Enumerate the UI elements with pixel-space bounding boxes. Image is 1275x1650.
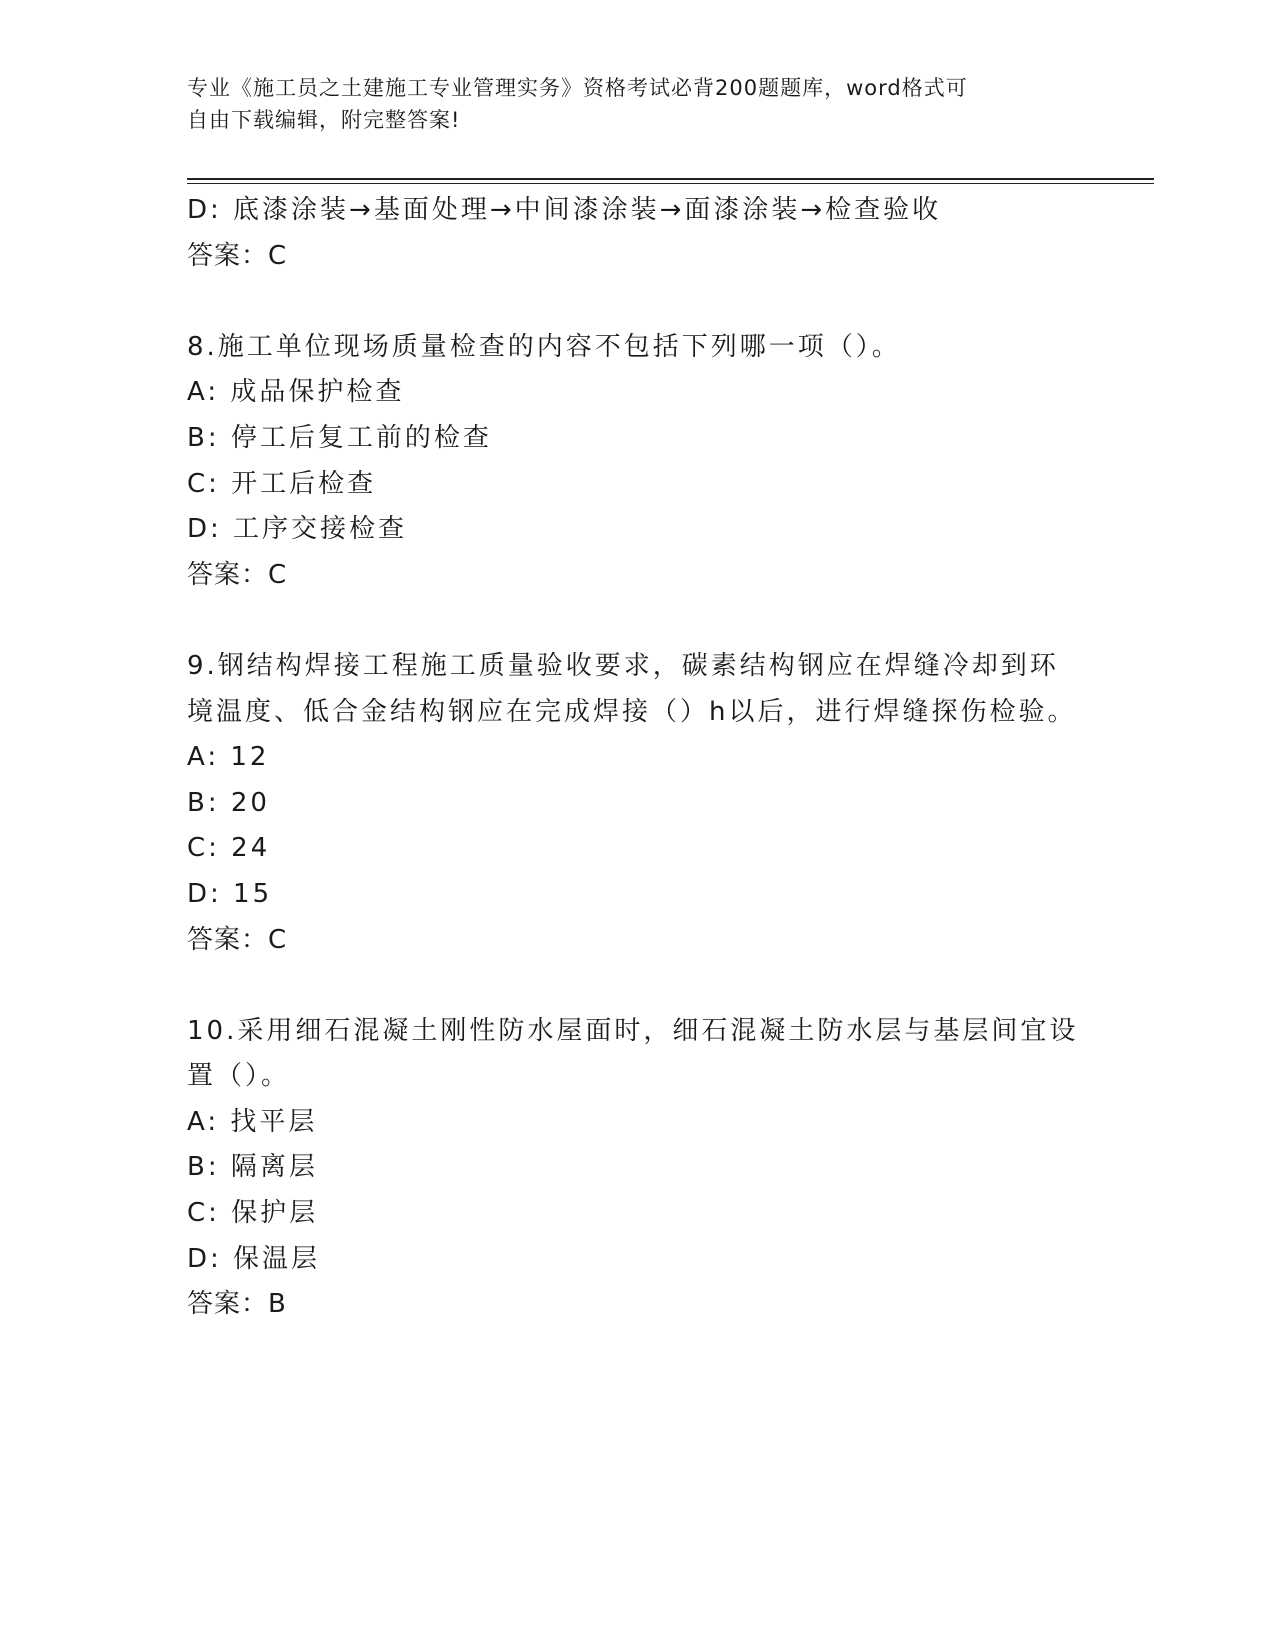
- answer: 答案：C: [187, 559, 288, 590]
- question-10: [187, 1009, 1087, 1328]
- option-d: D: 工序交接检查: [187, 514, 408, 545]
- answer: 答案：C: [187, 924, 288, 955]
- option-c: C: 开工后检查: [187, 468, 377, 499]
- header-line-1: 专业《施工员之土建施工专业管理实务》资格考试必背200题题库，word格式可: [187, 76, 968, 100]
- document-header: [187, 72, 1067, 136]
- option-a: A: 12: [187, 742, 270, 773]
- answer: 答案：B: [187, 1289, 287, 1320]
- spacer: [187, 963, 1087, 1009]
- option-b: B: 停工后复工前的检查: [187, 422, 492, 453]
- question-list: [187, 188, 1087, 1328]
- option-c: C: 24: [187, 833, 271, 864]
- option-b: B: 隔离层: [187, 1152, 318, 1183]
- carryover-block: [187, 188, 1087, 279]
- option-a: A: 成品保护检查: [187, 377, 405, 408]
- spacer: [187, 279, 1087, 325]
- question-title-line-2: 境温度、低合金结构钢应在完成焊接（）h以后，进行焊缝探伤检验。: [187, 696, 1077, 727]
- option-c: C: 保护层: [187, 1198, 319, 1229]
- option-d: D: 保温层: [187, 1243, 321, 1274]
- question-title: 8.施工单位现场质量检查的内容不包括下列哪一项（）。: [187, 331, 901, 362]
- question-9: [187, 644, 1087, 963]
- option-d: D: 底漆涂装→基面处理→中间漆涂装→面漆涂装→检查验收: [187, 195, 942, 225]
- option-a: A: 找平层: [187, 1106, 318, 1137]
- header-line-2: 自由下载编辑，附完整答案!: [187, 108, 461, 132]
- option-b: B: 20: [187, 787, 270, 818]
- option-d: D: 15: [187, 878, 273, 909]
- header-divider-thin: [187, 183, 1154, 184]
- question-title-line-1: 10.采用细石混凝土刚性防水屋面时，细石混凝土防水层与基层间宜设: [187, 1015, 1079, 1046]
- question-8: [187, 325, 1087, 599]
- question-title-line-1: 9.钢结构焊接工程施工质量验收要求，碳素结构钢应在焊缝冷却到环: [187, 650, 1059, 681]
- question-title-line-2: 置（）。: [187, 1061, 291, 1092]
- spacer: [187, 598, 1087, 644]
- answer: 答案：C: [187, 240, 288, 271]
- header-divider-thick: [187, 178, 1154, 180]
